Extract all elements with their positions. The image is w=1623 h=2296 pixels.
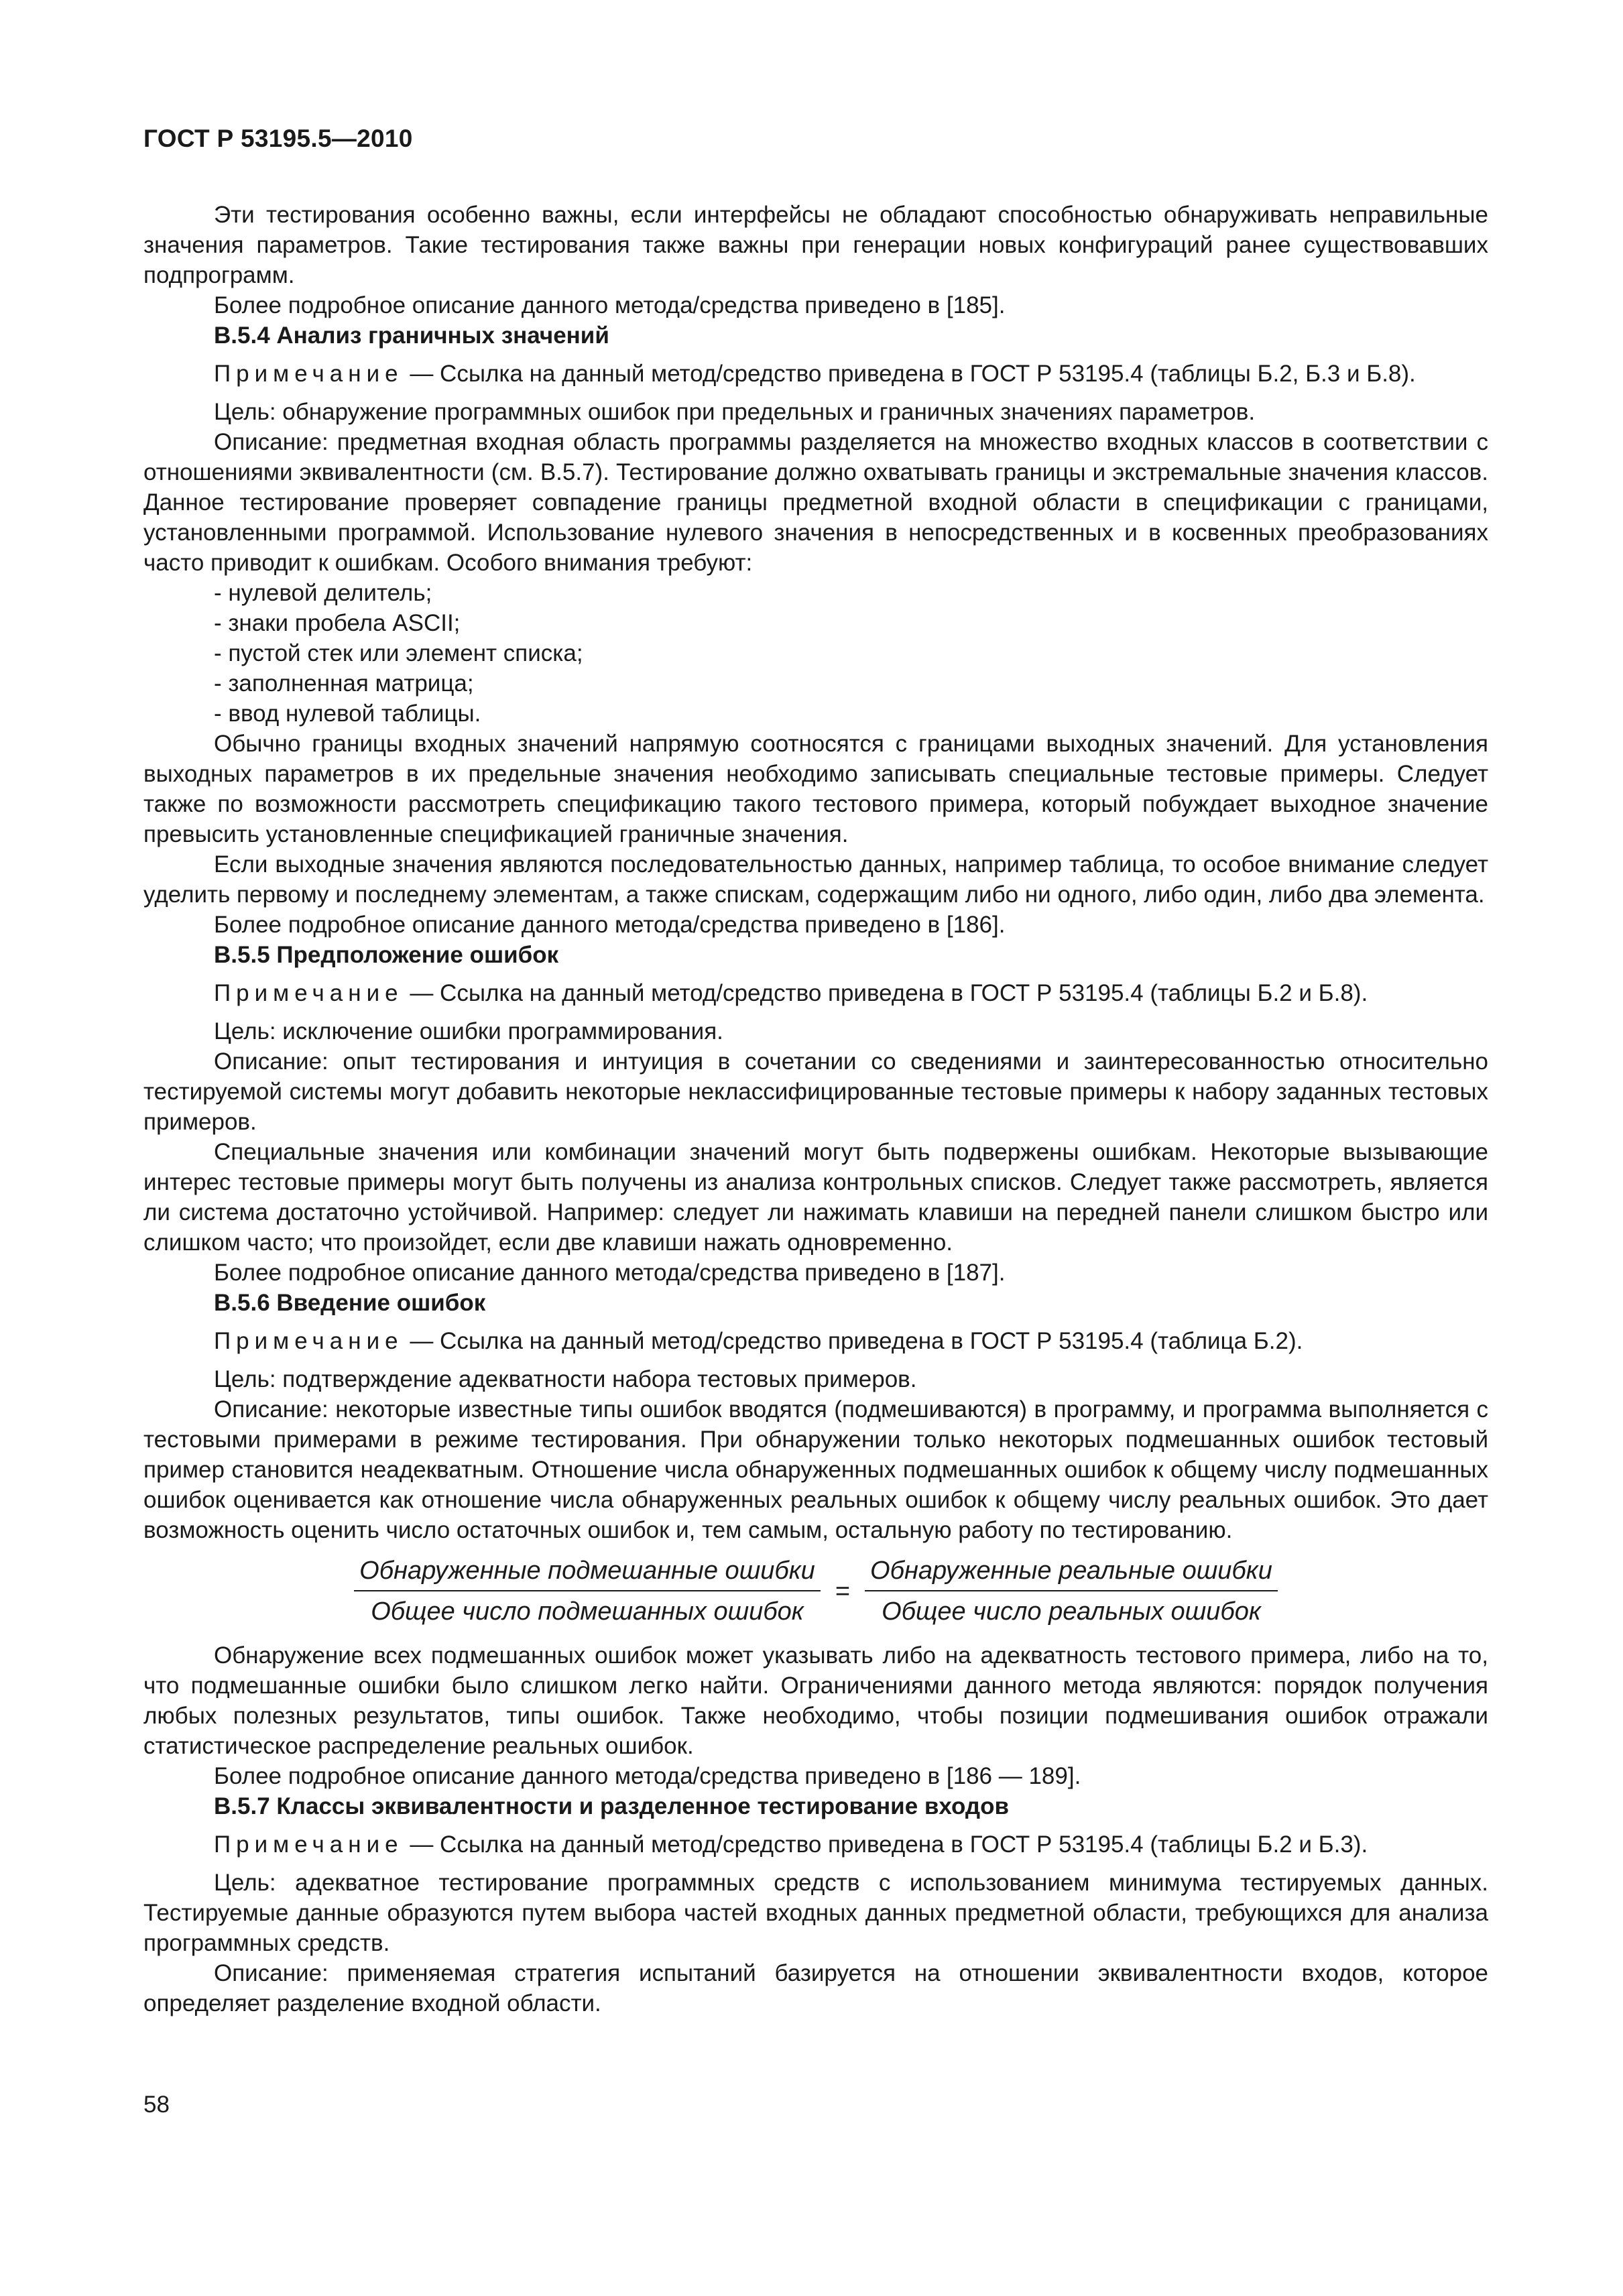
paragraph: Цель: подтверждение адекватности набора тестовых примеров. — [214, 1366, 917, 1392]
list-item: - нулевой делитель; — [214, 580, 432, 606]
page-number: 58 — [143, 2092, 170, 2118]
section-heading: В.5.6 Введение ошибок — [214, 1290, 486, 1316]
paragraph: Обнаружение всех подмешанных ошибок может указывать либо на адекватность тестового примера, либо на то, что подмешанные ошибки было слишком легко найти. Ограничениями данного метода являются: порядок получения любых полезных результатов, типы ошибок. Также необходимо, чтобы позиции подмешивания ошибок отражали статистическое распределение реальных ошибок. — [143, 1642, 1488, 1759]
paragraph: Более подробное описание данного метода/средства приведено в [186 — 189]. — [214, 1763, 1081, 1789]
paragraph: Более подробное описание данного метода/средства приведено в [186]. — [214, 912, 1006, 938]
paragraph: Если выходные значения являются последовательностью данных, например таблица, то особое внимание следует уделить первому и последнему элементам, а также спискам, содержащим либо ни одного, либо один, либо два элемента. — [143, 851, 1488, 908]
formula-equals: = — [835, 1577, 851, 1606]
paragraph: Обычно границы входных значений напрямую соотносятся с границами выходных значений. Для установления выходных параметров в их предельные значения необходимо записывать специальные тестовые примеры. Следует также по возможности рассмотреть спецификацию такого тестового примера, который побуждает выходное значение превысить установленные спецификацией граничные значения. — [143, 731, 1488, 847]
note-label: Примечание — [214, 1831, 404, 1858]
list-item: - ввод нулевой таблицы. — [214, 701, 481, 727]
section-heading: В.5.7 Классы эквивалентности и разделенное тестирование входов — [214, 1793, 1010, 1819]
note — [143, 1326, 1488, 1356]
note-text: — Ссылка на данный метод/средство приведена в ГОСТ Р 53195.4 (таблицы Б.2 и Б.8). — [403, 980, 1368, 1006]
document-body — [143, 200, 1488, 2018]
section-heading: В.5.4 Анализ граничных значений — [214, 322, 609, 349]
note — [143, 978, 1488, 1008]
paragraph: Описание: предметная входная область программы разделяется на множество входных классов в соответствии с отношениями эквивалентности (см. В.5.7). Тестирование должно охватывать границы и экстремальные значения классов. Данное тестирование проверяет совпадение границы предметной входной области в спецификации с границами, установленными программой. Использование нулевого значения в непосредственных и в косвенных преобразованиях часто приводит к ошибкам. Особого внимания требуют: — [143, 429, 1488, 576]
list-item: - заполненная матрица; — [214, 670, 474, 697]
note-text: — Ссылка на данный метод/средство приведена в ГОСТ Р 53195.4 (таблицы Б.2, Б.3 и Б.8). — [403, 361, 1416, 387]
paragraph: Более подробное описание данного метода/средства приведено в [185]. — [214, 292, 1006, 318]
list-item: - знаки пробела ASCII; — [214, 610, 461, 636]
paragraph: Цель: обнаружение программных ошибок при предельных и граничных значениях параметров. — [214, 399, 1256, 425]
paragraph: Специальные значения или комбинации значений могут быть подвержены ошибкам. Некоторые вызывающие интерес тестовые примеры могут быть получены из анализа контрольных списков. Следует также рассмотреть, является ли система достаточно устойчивой. Например: следует ли нажимать клавиши на передней панели слишком быстро или слишком часто; что произойдет, если две клавиши нажать одновременно. — [143, 1139, 1488, 1256]
note-label: Примечание — [214, 1328, 404, 1354]
paragraph: Описание: опыт тестирования и интуиция в сочетании со сведениями и заинтересованностью относительно тестируемой системы могут добавить некоторые неклассифицированные тестовые примеры к набору заданных тестовых примеров. — [143, 1048, 1488, 1135]
note — [143, 1829, 1488, 1860]
note — [143, 359, 1488, 389]
formula-left-denominator: Общее число подмешанных ошибок — [371, 1597, 804, 1626]
formula-right-denominator: Общее число реальных ошибок — [882, 1597, 1261, 1626]
document-header: ГОСТ Р 53195.5—2010 — [143, 125, 413, 152]
paragraph: Цель: исключение ошибки программирования. — [214, 1018, 723, 1044]
formula-left-fraction — [354, 1556, 821, 1627]
formula — [143, 1556, 1488, 1627]
section-heading: В.5.5 Предположение ошибок — [214, 942, 559, 968]
note-text: — Ссылка на данный метод/средство приведена в ГОСТ Р 53195.4 (таблица Б.2). — [403, 1328, 1303, 1354]
list-item: - пустой стек или элемент списка; — [214, 640, 583, 666]
paragraph: Описание: применяемая стратегия испытаний базируется на отношении эквивалентности входов, которое определяет разделение входной области. — [143, 1960, 1488, 2016]
formula-right-fraction — [865, 1556, 1278, 1627]
note-label: Примечание — [214, 361, 404, 387]
document-page — [143, 0, 1488, 2296]
paragraph: Более подробное описание данного метода/средства приведено в [187]. — [214, 1260, 1006, 1286]
formula-left-numerator: Обнаруженные подмешанные ошибки — [354, 1556, 821, 1591]
paragraph: Описание: некоторые известные типы ошибок вводятся (подмешиваются) в программу, и программа выполняется с тестовыми примерами в режиме тестирования. При обнаружении только некоторых подмешанных ошибок тестовый пример становится неадекватным. Отношение числа обнаруженных подмешанных ошибок к общему числу подмешанных ошибок оценивается как отношение числа обнаруженных реальных ошибок к общему числу реальных ошибок. Это дает возможность оценить число остаточных ошибок и, тем самым, остальную работу по тестированию. — [143, 1396, 1488, 1543]
paragraph: Цель: адекватное тестирование программных средств с использованием минимума тестируемых данных. Тестируемые данные образуются путем выбора частей входных данных предметной области, требующихся для анализа программных средств. — [143, 1870, 1488, 1956]
formula-right-numerator: Обнаруженные реальные ошибки — [865, 1556, 1278, 1591]
note-text: — Ссылка на данный метод/средство приведена в ГОСТ Р 53195.4 (таблицы Б.2 и Б.3). — [403, 1831, 1368, 1858]
paragraph: Эти тестирования особенно важны, если интерфейсы не обладают способностью обнаруживать неправильные значения параметров. Такие тестирования также важны при генерации новых конфигураций ранее существовавших подпрограмм. — [143, 202, 1488, 288]
note-label: Примечание — [214, 980, 404, 1006]
